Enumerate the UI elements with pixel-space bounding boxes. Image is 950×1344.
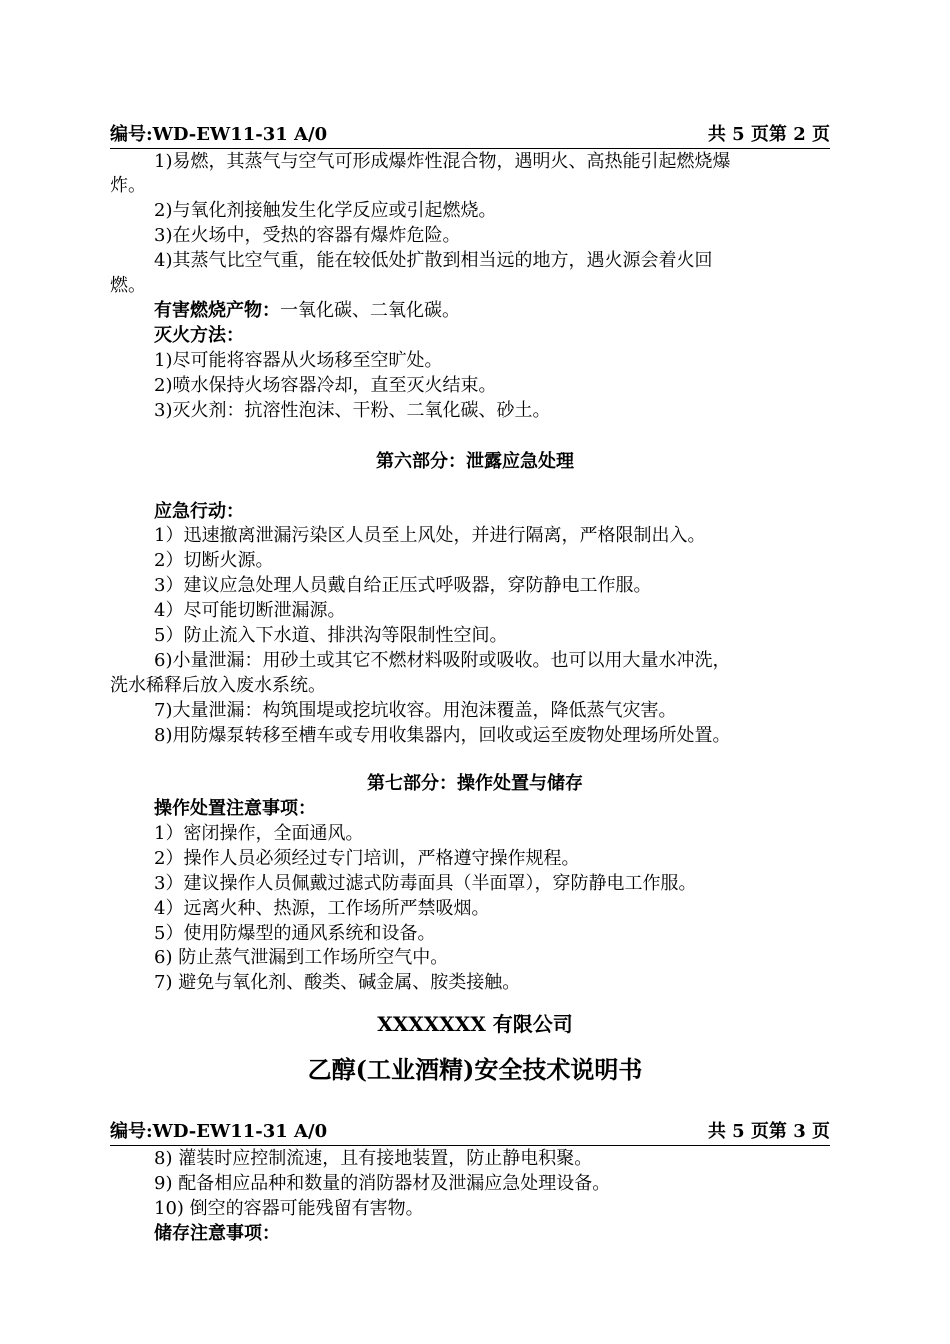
subsection-title: 操作处置注意事项：	[154, 798, 316, 819]
list-item: 10) 倒空的容器可能残留有害物。	[154, 1198, 424, 1219]
section-heading: 第七部分：操作处置与储存	[367, 773, 583, 794]
page-header	[110, 124, 830, 149]
list-item: 4）尽可能切断泄漏源。	[154, 600, 346, 621]
paragraph-line: 燃。	[110, 275, 146, 296]
list-item: 7) 避免与氧化剂、酸类、碱金属、胺类接触。	[154, 972, 521, 993]
document-title: 乙醇(工业酒精)安全技术说明书	[307, 1055, 643, 1084]
fire-method-title: 灭火方法：	[154, 325, 244, 346]
list-item: 3)灭火剂：抗溶性泡沫、干粉、二氧化碳、砂土。	[154, 400, 551, 421]
list-item: 7)大量泄漏：构筑围堤或挖坑收容。用泡沫覆盖，降低蒸气灾害。	[154, 700, 677, 721]
page-number: 共 5 页第 2 页	[707, 124, 830, 145]
list-item: 6)小量泄漏：用砂土或其它不燃材料吸附或吸收。也可以用大量水冲洗，	[154, 650, 731, 671]
section-heading: 第六部分：泄露应急处理	[376, 451, 574, 472]
list-item: 3）建议操作人员佩戴过滤式防毒面具（半面罩），穿防静电工作服。	[154, 873, 697, 894]
subsection-title: 储存注意事项：	[154, 1223, 280, 1244]
document-code: 编号:WD-EW11-31 A/0	[110, 1121, 328, 1142]
list-item: 9) 配备相应品种和数量的消防器材及泄漏应急处理设备。	[154, 1173, 611, 1194]
combustion-value: 一氧化碳、二氧化碳。	[280, 300, 460, 321]
list-item: 2）操作人员必须经过专门培训，严格遵守操作规程。	[154, 848, 580, 869]
combustion-products	[154, 299, 460, 323]
subsection-title: 应急行动：	[154, 501, 244, 522]
paragraph-line: 炸。	[110, 175, 146, 196]
page-header	[110, 1121, 830, 1146]
list-item: 2）切断火源。	[154, 550, 274, 571]
list-item: 8) 灌装时应控制流速，且有接地装置，防止静电积聚。	[154, 1148, 593, 1169]
paragraph-line: 1)易燃，其蒸气与空气可形成爆炸性混合物，遇明火、高热能引起燃烧爆	[154, 151, 731, 172]
paragraph-line: 3)在火场中，受热的容器有爆炸危险。	[154, 225, 461, 246]
list-item: 2)喷水保持火场容器冷却，直至灭火结束。	[154, 375, 497, 396]
list-item: 1）密闭操作，全面通风。	[154, 823, 364, 844]
list-item: 洗水稀释后放入废水系统。	[110, 675, 326, 696]
paragraph-line: 4)其蒸气比空气重，能在较低处扩散到相当远的地方，遇火源会着火回	[154, 250, 713, 271]
list-item: 6) 防止蒸气泄漏到工作场所空气中。	[154, 947, 449, 968]
list-item: 5）使用防爆型的通风系统和设备。	[154, 923, 436, 944]
list-item: 3）建议应急处理人员戴自给正压式呼吸器，穿防静电工作服。	[154, 575, 652, 596]
combustion-label: 有害燃烧产物：	[154, 300, 280, 321]
company-name: XXXXXXX 有限公司	[377, 1012, 573, 1036]
list-item: 8)用防爆泵转移至槽车或专用收集器内，回收或运至废物处理场所处置。	[154, 725, 731, 746]
list-item: 1)尽可能将容器从火场移至空旷处。	[154, 350, 443, 371]
page-number: 共 5 页第 3 页	[707, 1121, 830, 1142]
paragraph-line: 2)与氧化剂接触发生化学反应或引起燃烧。	[154, 200, 497, 221]
list-item: 4）远离火种、热源，工作场所严禁吸烟。	[154, 898, 490, 919]
list-item: 5）防止流入下水道、排洪沟等限制性空间。	[154, 625, 508, 646]
document-code: 编号:WD-EW11-31 A/0	[110, 124, 328, 145]
list-item: 1）迅速撤离泄漏污染区人员至上风处，并进行隔离，严格限制出入。	[154, 525, 706, 546]
